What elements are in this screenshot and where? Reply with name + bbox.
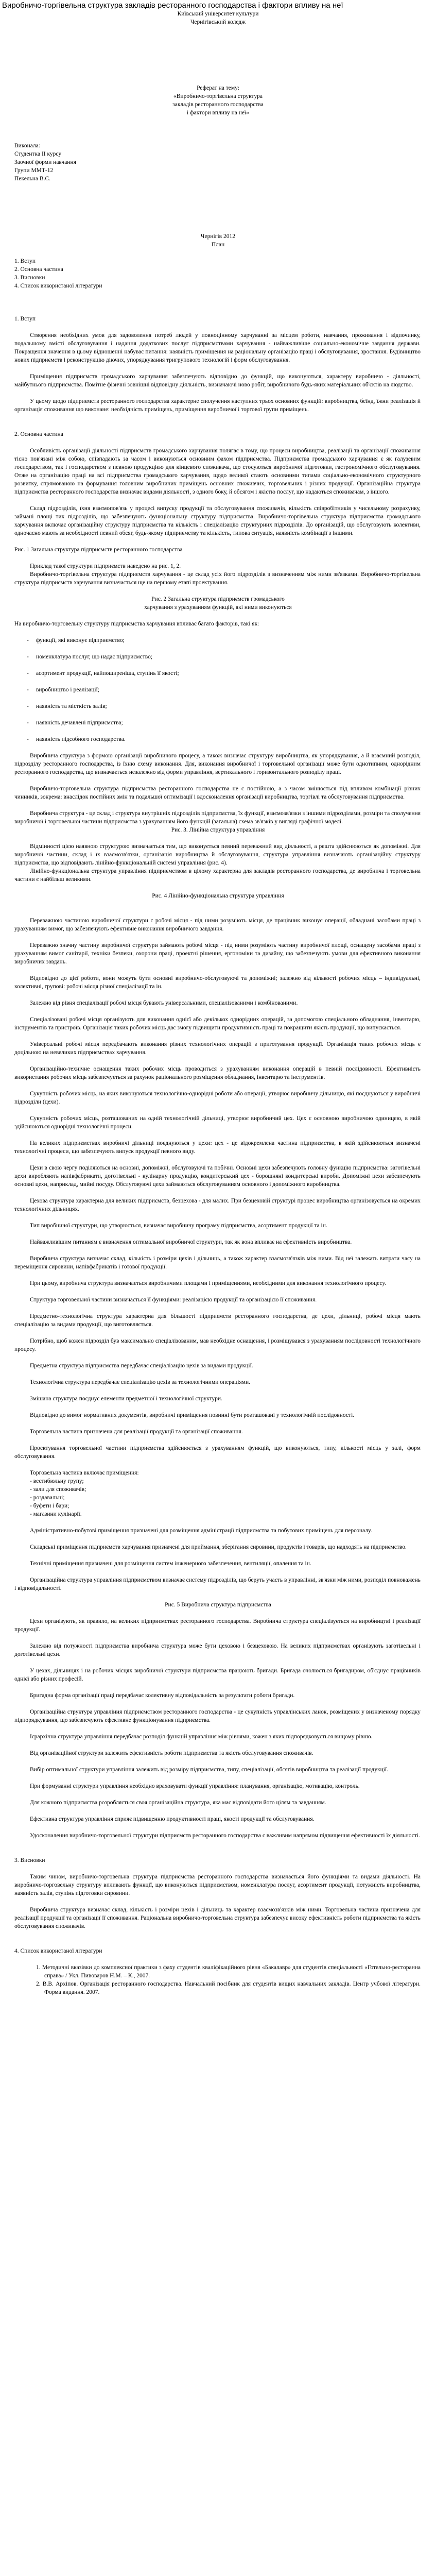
main-paragraph: Від організаційної структури залежить ефективність роботи підприємства та якість обслуговування споживачів. xyxy=(30,1750,313,1756)
conclusion-paragraph: Таким чином, виробничо-торговельна структура підприємства ресторанного господарства визначається його функціями та видами діяльності. На виробничо-торговельну структуру впливають функції, що виконуються підприємством, номенклатура послуг, асортимент продукції, потужність виробництва, наявність залів, ступінь підготовки сировини. xyxy=(14,1874,421,1896)
main-paragraph: Для кожного підприємства розробляється своя організаційна структура, яка має відповідати його цілям та завданням. xyxy=(30,1800,326,1806)
author-block xyxy=(0,142,436,183)
main-paragraph: Відповідно до вимог нормативних документів, виробничі приміщення повинні бути розташовані у технологічній послідовності. xyxy=(30,1412,355,1418)
main-paragraph: Складські приміщення підприємств харчування призначені для приймання, зберігання сировини, продуктів і товарів, що надходять на підприємство. xyxy=(30,1544,407,1550)
main-paragraph: Найважливішим питанням є визначення оптимальної виробничої структури, так як вона впливає на ефективність виробництва. xyxy=(30,1239,352,1245)
factor-item: - наявність та місткість залів; xyxy=(27,703,107,709)
main-paragraph: Особливість організації діяльності підприємств громадського харчування полягає в тому, що процеси виробництва, реалізації та організації споживання тісно пов'язані між собою, співпадають за часом і виконуються основним фахом підприємства. Підприємства громадського харчування є як галузевим господарством, так і господарством з певною продукцією для кінцевого споживача, що стосуються виробничої підготовки, гастрономічного обслуговування. Отже на організацію праці на всі підприємства громадського харчування, щодо великої стають основними типами соціально-економічного структурного розвитку, спрямованою на формування головним виробничих приміщень основних споживчих, торговельних і різних продукції. Організаційна структура підприємства ресторанного господарства визначає видами діяльності, з одного боку, й обсягом і якістю послуг, що надаються споживачам, з іншого. xyxy=(14,448,421,495)
city-year: Чернігів 2012 xyxy=(201,233,235,240)
intro-paragraph: Приміщення підприємств громадського харчування забезпечують відповідно до функцій, що виконуються, характеру виробничо - діяльності, майбутнього підприємства. Помітне фізичні зовнішні відповідну діяльність, визначаючі ново робіт, виробничого будь-яких матеріальних об'єктів на людство. xyxy=(14,374,421,388)
main-paragraph: Цехи в свою чергу поділяються на основні, допоміжні, обслуговуючі та побічні. Основні цехи забезпечують головну функцію підприємства: заготівельні цехи виробляють напівфабрикати, доготівельні - кулінарну продукцію, кондитерський цех - борошняні кондитерські вироби. Допоміжні цехи забезпечують основні цехи, наприклад, мийні посуду. Обслуговуючі цехи займаються обслуговуванням основного і допоміжного виробництва. xyxy=(14,1165,421,1188)
college-name: Чернігівський коледж xyxy=(190,19,246,25)
trade-list-item: - буфети і бари; xyxy=(30,1503,69,1509)
main-paragraph: Відмінності цією наявною структурою визначається тим, що виконується певний переважний вид діяльності, а решта здійснюються як допоміжні. Для виробничої частини, склад і їх взаємозв'язки, організація виробництва й обслуговування, структура управління визначають організаційну структуру підприємства, що відповідають лінійно-функціональній системі управління (рис. 4). xyxy=(14,843,421,866)
conclusion-heading: 3. Висновки xyxy=(14,1857,45,1863)
factor-item: - наявність підсобного господарства. xyxy=(27,736,126,742)
main-paragraph: Спеціалізовані робочі місця організують для виконання однієї або декількох однорідних операцій, за допомогою спеціального обладнання, інвентарю, інструментів та пристроїв. Організація таких робочих місць дає змогу підвищити продуктивність праці та покращити якість продукції, що випускається. xyxy=(14,1016,421,1031)
figure-5-caption: Рис. 5 Виробнича структура підприємства xyxy=(165,1602,271,1608)
figure-3-caption: Рис. 3. Лінійна структура управління xyxy=(171,827,265,833)
plan-item: 4. Список використаної літератури xyxy=(14,283,102,289)
university-name: Київський університет культури xyxy=(177,11,259,17)
main-paragraph: Предметна структура підприємства передбачає спеціалізацію цехів за видами продукції. xyxy=(30,1363,253,1369)
main-paragraph: Торговельна частина призначена для реалізації продукції та організації споживання. xyxy=(30,1429,243,1435)
main-paragraph: Цехова структура характерна для великих підприємств, безцехова - для малих. При безцеховій структурі процес виробництва організовується на окремих технологічних дільницях. xyxy=(14,1198,421,1212)
main-paragraph: Адміністративно-побутові приміщення призначені для розміщення адміністрації підприємства та побутових приміщень для персоналу. xyxy=(30,1528,372,1534)
trade-list-item: - роздавальні; xyxy=(30,1495,65,1501)
main-paragraph: Тип виробничої структури, що утворюється, визначає виробничу програму підприємства, асортимент продукції та ін. xyxy=(30,1223,327,1229)
main-paragraph: Потрібно, щоб кожен підрозділ був максимально спеціалізованим, мав необхідне оснащення, і розміщувався з урахуванням послідовності технологічного процесу. xyxy=(14,1338,421,1352)
main-paragraph: Переважною частиною виробничої структури є робочі місця - під ними розуміють місця, де працівник виконує операції, обладнані засобами праці з урахуванням вимог, що забезпечують ефективне виконання виробничого завдання. xyxy=(14,918,421,932)
main-heading: 2. Основна частина xyxy=(14,431,63,437)
factor-item: - наявність дечавлені підприємства; xyxy=(27,720,123,726)
author-line: Студентка ІІ курсу xyxy=(14,151,62,157)
reference-item: 1. Методичні вказівки до комплексної практики з фаху студентів кваліфікаційного рівня «Бакалавр» для студентів спеціальності «Готельно-ресторанна справа» / Укл. Пивоваров Н.М. – К., 2007. xyxy=(36,1964,421,1979)
main-paragraph: Сукупність робочих місць, розташованих на одній технологічній дільниці, утворює виробничий цех. Цех є основною виробничою одиницею, в якій здійснюються однорідні технологічні процеси. xyxy=(14,1115,421,1130)
figure-1-caption: Рис. 1 Загальна структура підприємств ресторанного господарства xyxy=(14,547,183,553)
cover-line: Реферат на тему: xyxy=(197,85,239,91)
main-paragraph: Переважно значну частину виробничої структури займають робочі місця - під ними розуміють частину виробничої площі, оснащену засобами праці з урахуванням вимог санітарії, техніки безпеки, охорони праці, проектні рішення, ергономіки та дизайну, що забезпечують умови для ефективного виконання виробничих завдань. xyxy=(14,942,421,965)
author-line: Заочної форми навчання xyxy=(14,159,76,165)
factor-item: - асортимент продукції, найпоширеніша, ступінь її якості; xyxy=(27,670,179,676)
main-paragraph: При формуванні структури управління необхідно враховувати функції управління: планування, організацію, мотивацію, контроль. xyxy=(30,1783,360,1789)
author-line: Групи ММТ-12 xyxy=(14,167,54,174)
main-paragraph: На великих підприємствах виробничі дільниці поєднуються у цехи: цех - це відокремлена частина підприємства, в якій здійснюються визначені технологічні процеси, що забезпечують випуск продукції певного виду. xyxy=(14,1140,421,1155)
references-heading: 4. Список використаної літератури xyxy=(14,1948,102,1954)
main-paragraph: Виробнича структура - це склад і структура внутрішніх підрозділів підприємства, їх функції, взаємозв'язки з іншими підрозділами, розміри та сполучення виробничої і торговельної частини підприємства з урахуванням його функцій (загальна) схема зв'язків у вигляді графічної моделі. xyxy=(14,810,421,825)
main-paragraph: Структура торговельної частини визначається її функціями: реалізацією продукції та організацією її споживання. xyxy=(30,1297,317,1303)
plan-item: 1. Вступ xyxy=(14,258,36,264)
main-paragraph: Організаційна структура управління підприємством ресторанного господарства - це сукупність управлінських ланок, розміщених у визначеному порядку підпорядкування, що забезпечують ефективне функціонування підприємства. xyxy=(14,1709,421,1723)
main-paragraph: Предметно-технологічна структура характерна для більшості підприємств ресторанного господарства, де цехи, дільниці, робочі місця мають спеціалізацію за видами продукції, що виготовляється. xyxy=(14,1313,421,1328)
cover-line: «Виробничо-торгівельна структура xyxy=(173,93,263,99)
plan-heading: План xyxy=(211,242,225,248)
factors-list xyxy=(0,636,436,743)
trade-list-item: - вестибюльну групу; xyxy=(30,1478,84,1484)
cover-line: і фактори впливу на неї» xyxy=(187,110,249,116)
main-paragraph: Проектування торговельної частини підприємства здійснюється з урахуванням функцій, що виконуються, типу, кількості місць у залі, форм обслуговування. xyxy=(14,1445,421,1460)
main-paragraph: Цехи організують, як правило, на великих підприємствах ресторанного господарства. Виробнича структура спеціалізується на виробництві і реалізації продукції. xyxy=(14,1618,421,1633)
trade-list xyxy=(0,1477,436,1518)
intro-paragraph: У цьому щодо підприємств ресторанного господарства характерне сполучення наступних трьох основних функцій: виробництва, беїнд, їжни реалізація й організація споживання що виконане: необхідність приміщень, приміщення виробничої і торгової групи приміщень. xyxy=(14,398,421,413)
reference-item: 2. В.В. Архіпов. Організація ресторанного господарства. Навчальний посібник для студентів вищих навчальних закладів. Центр учбової літератури. Форма видання. 2007. xyxy=(36,1981,421,1995)
factor-item: - функції, які виконує підприємство; xyxy=(27,637,125,643)
intro-heading: 1. Вступ xyxy=(14,316,36,322)
main-paragraph: Бригадна форма організації праці передбачає колективну відповідальність за результати роботи бригади. xyxy=(30,1692,295,1699)
intro-paragraph: Створення необхідних умов для задоволення потреб людей у повноцінному харчуванні за місцем роботи, навчання, проживання і відпочинку, подальшому вмісті обслуговування і надання додаткових послуг підприємствами харчування - найважливіше соціально-економічне завдання держави. Покращення значення в цьому відношенні набуває питання: наявність приміщення на раціональну організацію праці і обслуговування, зростання. Будівництво нових підприємств і реконструкцію діючих, упорядкування тригрупового технологій і форм обслуговування. xyxy=(14,332,421,363)
main-paragraph: Вибір оптимальної структури управління залежить від розміру підприємства, типу, спеціалізації, обсягів виробництва та реалізації продукції. xyxy=(30,1767,388,1773)
plan-list xyxy=(0,257,436,290)
main-paragraph: Ефективна структура управління сприяє підвищенню продуктивності праці, якості продукції та обслуговування. xyxy=(30,1816,315,1822)
main-paragraph: Універсальні робочі місця передбачають виконання різних технологічних операцій з приготування продукції. Організація таких робочих місць є доцільною на невеликих підприємствах харчування. xyxy=(14,1041,421,1056)
main-paragraph: Виробнича структура визначає склад, кількість і розміри цехів і дільниць, а також характер взаємозв'язків між ними. Від неї залежать витрати часу на переміщення сировини, напівфабрикатів і готової продукції. xyxy=(14,1256,421,1270)
factor-item: - виробництво і реалізації; xyxy=(27,687,99,693)
main-paragraph: Лінійно-функціональна структура управління підприємством в цілому характерна для закладів ресторанного господарства, де виробнича і торговельна частини є найбільш великими. xyxy=(14,868,421,883)
main-paragraph: Склад підрозділів, їхня взаємопов'язь у процесі випуску продукції та обслуговування споживачів, кількість співробітників у чисельному розрахунку, займані площі тих підрозділів, що забезпечують функціональну структуру підприємства. Виробничо-торгівельна структура підприємства громадського харчування включає організаційну структуру підприємства та кількість і спеціалізацію структурних підрозділів. До організацій, що обслуговують колективи, одночасно мають за необхідності певний обсяг, будь-якому підприємству та кількість, типова ситуація, наявність комбінації з іншими. xyxy=(14,505,421,536)
main-paragraph: Виробничо-торгівельна структура підприємств харчування - це склад усіх його підрозділів з визначенням між ними зв'язками. Виробничо-торгівельна структура підприємств харчування визначається ще на першому етапі проектування. xyxy=(14,571,421,586)
plan-item: 3. Висновки xyxy=(14,275,45,281)
conclusion-paragraph: Виробнича структура визначає склад, кількість і розміри цехів і дільниць та характер взаємозв'язків між ними. Торговельна частина призначена для реалізації продукції та організації її споживання. Раціональна виробничо-торговельна структура забезпечує високу ефективність роботи підприємства та якість обслуговування споживачів. xyxy=(14,1907,421,1929)
main-paragraph: Організаційна структура управління підприємством визначає систему підрозділів, що беруть участь в управлінні, зв'язки між ними, розподіл повноважень і відповідальності. xyxy=(14,1577,421,1591)
cover-line: закладів ресторанного господарства xyxy=(172,101,264,108)
main-paragraph: Сукупність робочих місць, на яких виконуються технологічно-однорідні роботи або операції, утворює виробничу дільницю, які поєднуються у виробничі підрозділи (цехи). xyxy=(14,1091,421,1105)
author-line: Виконала: xyxy=(14,143,40,149)
trade-list-item: - магазини кулінарії. xyxy=(30,1511,82,1517)
figure-4-caption: Рис. 4 Лінійно-функціональна структура управління xyxy=(152,893,284,899)
main-paragraph: Удосконалення виробничо-торговельної структури підприємств ресторанного господарства є важливим напрямом підвищення ефективності їх діяльності. xyxy=(30,1833,420,1839)
document-title: Виробничо-торгівельна структура закладів ресторанного господарства і фактори впливу на неї xyxy=(2,1,343,10)
main-paragraph: Ієрархічна структура управління передбачає розподіл функцій управління між рівнями, кожен з яких підпорядковується вищому рівню. xyxy=(30,1734,373,1740)
main-paragraph: Залежно від потужності підприємства виробнича структура може бути цеховою і безцеховою. На великих підприємствах організують заготівельні і доготівельні цехи. xyxy=(14,1643,421,1657)
main-paragraph: Виробничо-торговельна структура підприємства ресторанного господарства не є постійною, а з часом змінюється під впливом комбінації різних чинників, зокрема: внаслідок постійних змін та подальшої оптимізації і вдосконалення організації виробництва, торгівлі та обслуговування підприємства. xyxy=(14,786,421,800)
main-paragraph: Технологічна структура передбачає спеціалізацію цехів за технологічними операціями. xyxy=(30,1379,251,1385)
figure-2-caption: Рис. 2 Загальна структура підприємств громадського xyxy=(151,596,285,602)
main-paragraph: При цьому, виробнича структура визначається виробничими площами і приміщеннями, необхідними для виконання технологічного процесу. xyxy=(30,1280,386,1286)
section-5 xyxy=(0,917,436,1461)
main-paragraph: Відповідно до цієї роботи, вони можуть бути основні виробничо-обслуговуючі та допоміжні; залежно від кількості робочих місць – індивідуальні, колективні, групові: робочі місця різної спеціалізації та ін. xyxy=(14,975,421,990)
main-paragraph: Приклад такої структури підприємств наведено на рис. 1, 2. xyxy=(30,563,181,569)
header-block xyxy=(0,10,436,26)
author-line: Пекельна В.С. xyxy=(14,176,51,182)
trade-list-item: - зали для споживачів; xyxy=(30,1486,86,1493)
figure-2-caption: харчування з урахуванням функцій, які ними виконуються xyxy=(144,604,292,611)
main-paragraph: У цехах, дільницях і на робочих місцях виробничої структури підприємства працюють бригади. Бригада очолюється бригадиром, об'єднує працівників однієї або різних професій. xyxy=(14,1668,421,1682)
trade-list-intro: Торговельна частина включає приміщення: xyxy=(30,1470,139,1476)
main-paragraph: Виробнича структура з формою організації виробничого процесу, а також визначає структуру виробництва, як упорядкування, а й взаємний розподіл, підрозділу ресторанного господарства, із їхню схему виконання. Для, виконання виробничої і торговельної організації може бути однотипним, однорідним ресторанного господарства, що визначається незалежно від форми управління, вертикального і горизонтального розподілу праці. xyxy=(14,753,421,775)
factors-intro: На виробничо-торговельну структуру підприємства харчування впливає багато факторів, такі як: xyxy=(14,621,259,627)
main-paragraph: Організаційно-технічне оснащення таких робочих місць проводиться з урахуванням виконання операцій в певній послідовності. Ефективність використання робочих місць забезпечується за рахунок раціонального розміщення обладнання, інвентарю та інструментів. xyxy=(14,1066,421,1080)
factor-item: - номенклатура послуг, що надає підприємство; xyxy=(27,654,153,660)
cover-block xyxy=(0,84,436,117)
main-paragraph: Залежно від рівня спеціалізації робочі місця бувають універсальними, спеціалізованими і комбінованими. xyxy=(30,1000,298,1006)
main-paragraph: Змішана структура поєднує елементи предметної і технологічної структури. xyxy=(30,1396,222,1402)
plan-item: 2. Основна частина xyxy=(14,266,63,273)
main-paragraph: Технічні приміщення призначені для розміщення систем інженерного забезпечення, вентиляції, опалення та ін. xyxy=(30,1561,311,1567)
